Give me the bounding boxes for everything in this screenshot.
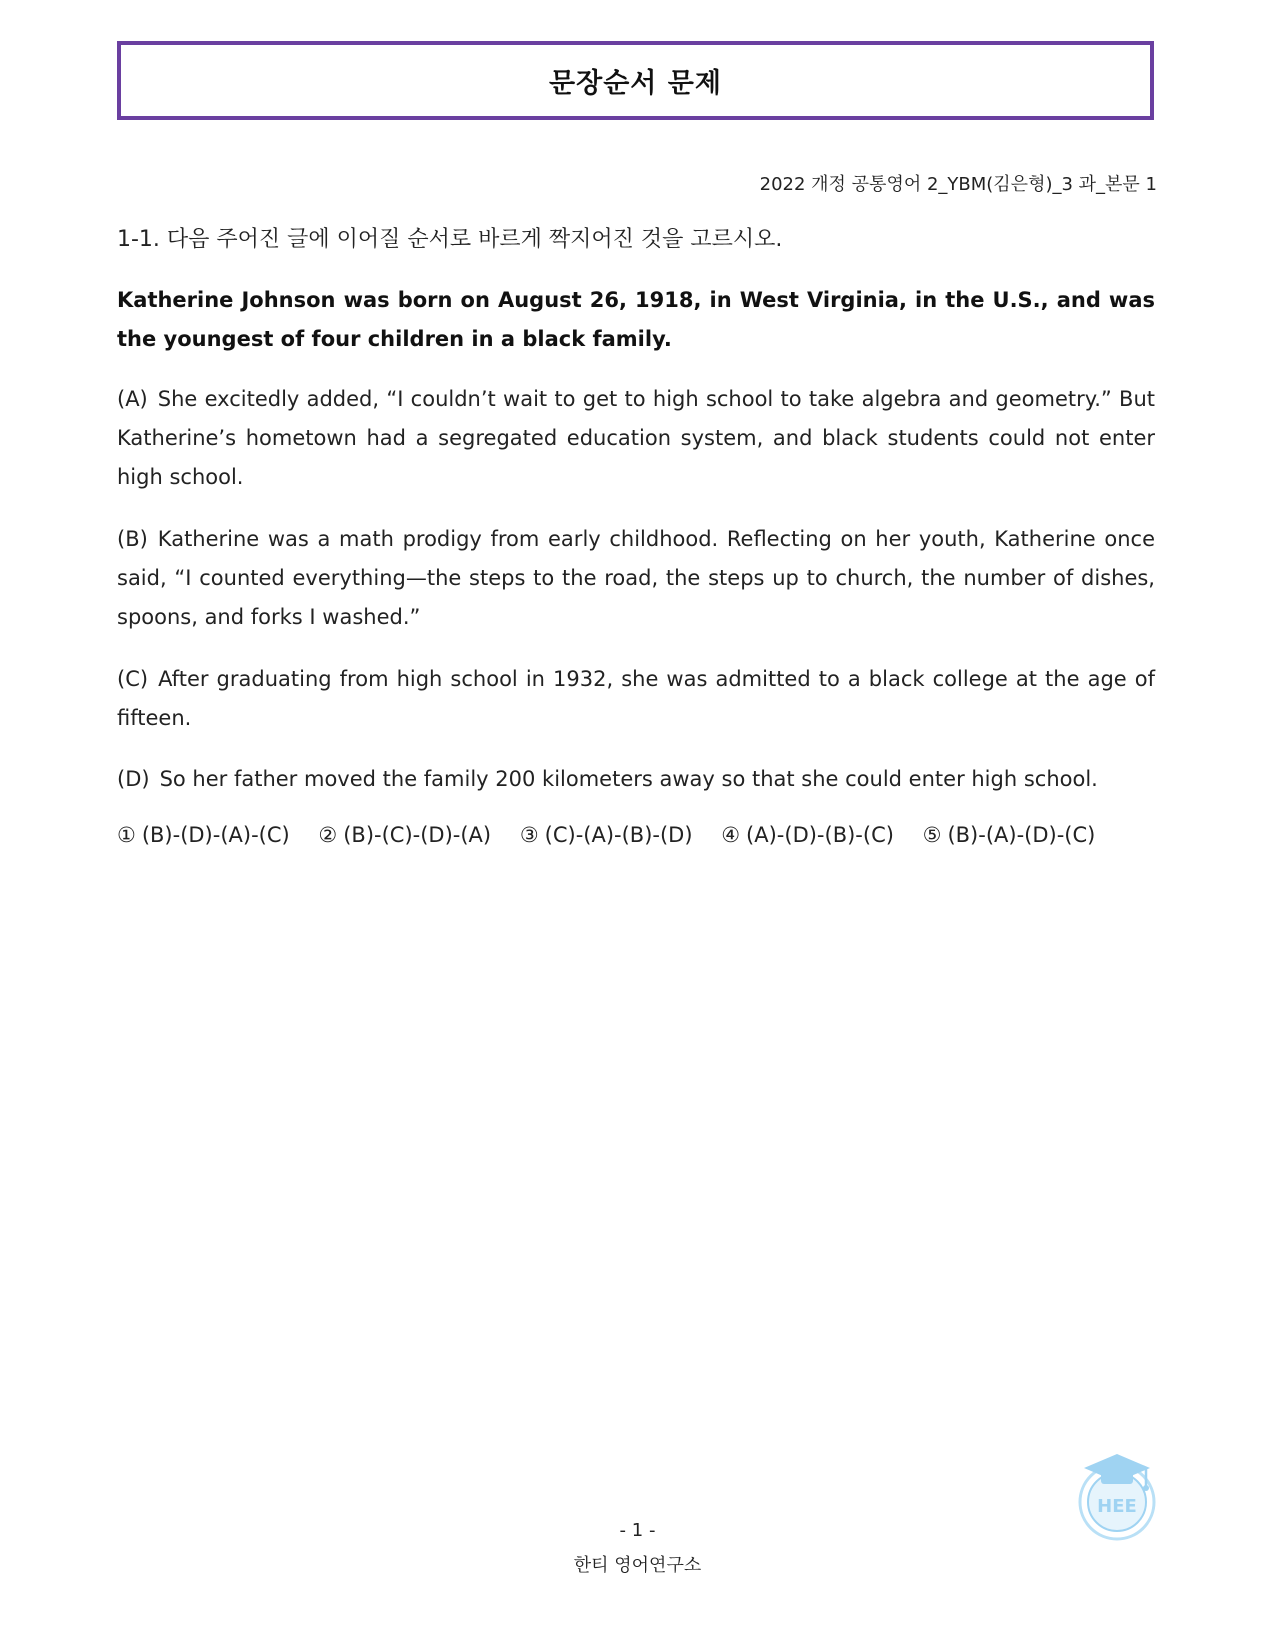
choice-number: ④ (721, 823, 741, 847)
lead-sentence: Katherine Johnson was born on August 26, 1918, in West Virginia, in the U.S., and was the youngest of four children in a black family. (117, 288, 1155, 351)
organization-name: 한티 영어연구소 (573, 1555, 702, 1576)
paragraph-marker: (A) (117, 387, 148, 411)
title-box (117, 41, 1154, 120)
logo-text: HEE (1097, 1496, 1137, 1517)
choice-number: ③ (519, 823, 539, 847)
choice-number: ① (117, 823, 136, 847)
choice-3[interactable] (520, 823, 693, 847)
page-title: 문장순서 문제 (549, 68, 722, 99)
hee-logo-icon (1076, 1450, 1158, 1542)
paragraph-text: Katherine was a math prodigy from early childhood. Reflecting on her youth, Katherine once said, “I counted everything—the steps to the road, the steps up to church, the number of dishes, spoons, and forks I washed.” (117, 527, 1155, 629)
paragraph-marker: (B) (117, 527, 148, 551)
source-label: 2022 개정 공통영어 2_YBM(김은형)_3 과_본문 1 (759, 174, 1157, 195)
paragraph-marker: (D) (117, 767, 150, 791)
choice-text: (A)-(D)-(B)-(C) (746, 823, 894, 847)
paragraph-c (117, 660, 1155, 738)
choice-text: (C)-(A)-(B)-(D) (544, 823, 693, 847)
paragraph-a (117, 380, 1155, 497)
page-number: - 1 - (619, 1520, 656, 1541)
paragraph-text: She excitedly added, “I couldn’t wait to get to high school to take algebra and geometry.” But Katherine’s hometown had a segregated education system, and black students could not enter high school. (117, 387, 1155, 489)
paragraph-text: After graduating from high school in 1932, she was admitted to a black college at the age of fifteen. (117, 667, 1155, 730)
paragraph-b (117, 520, 1155, 637)
choice-1[interactable] (117, 823, 290, 847)
choice-4[interactable] (721, 823, 894, 847)
paragraph-marker: (C) (117, 667, 149, 691)
choice-2[interactable] (318, 823, 491, 847)
answer-choices (117, 823, 1157, 847)
paragraph-text: So her father moved the family 200 kilometers away so that she could enter high school. (159, 767, 1098, 791)
question-instruction: 1-1. 다음 주어진 글에 이어질 순서로 바르게 짝지어진 것을 고르시오. (117, 227, 783, 252)
choice-5[interactable] (923, 823, 1096, 847)
choice-text: (B)-(A)-(D)-(C) (947, 823, 1096, 847)
choice-number: ⑤ (922, 823, 942, 847)
choice-number: ② (318, 823, 338, 847)
paragraph-d (117, 760, 1155, 799)
choice-text: (B)-(D)-(A)-(C) (141, 823, 290, 847)
choice-text: (B)-(C)-(D)-(A) (343, 823, 492, 847)
